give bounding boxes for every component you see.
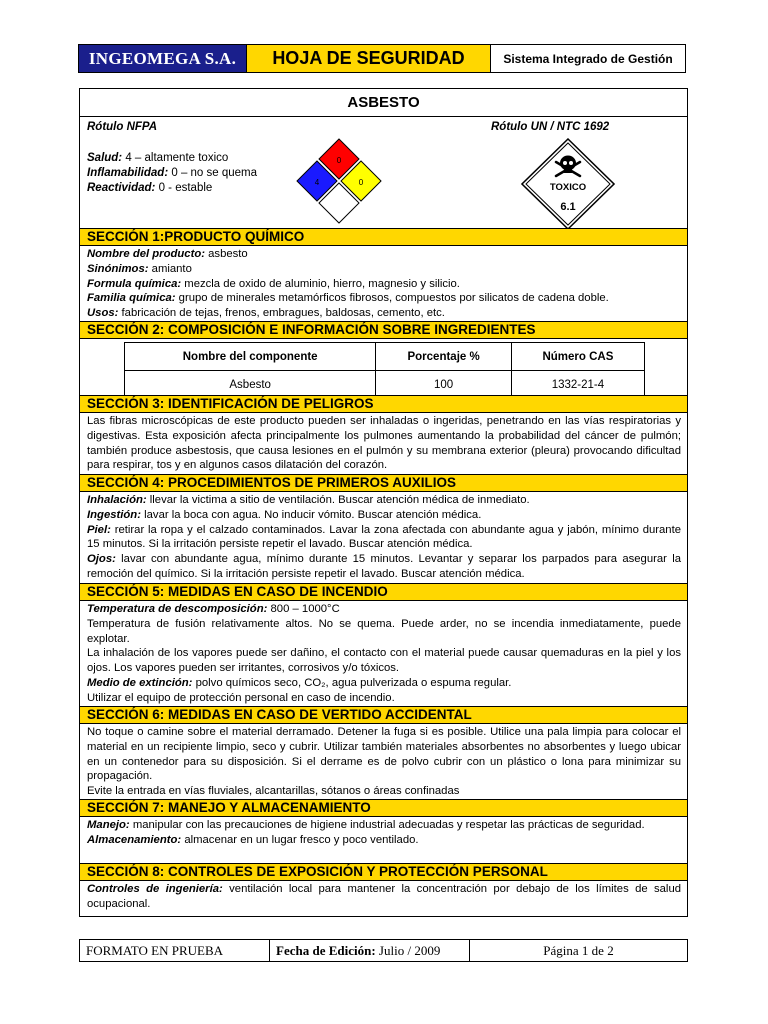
spill-text: No toque o camine sobre el material derramado. Detener la fuga si es posible. Utilice una pala limpia para colocar el material en un recipiente limpio, seco y cubrir. Utilizar también materiales absorbentes no absorbentes y luego ubicar en un contenedor para su disposición. Si el derrame es de polvo cubrir con un plástico o lona para minimizar su propagación.	[87, 726, 681, 783]
spill-text-2: Evite la entrada en vías fluviales, alcantarillas, sótanos o áreas confinadas	[87, 785, 460, 798]
section-3-header: SECCIÓN 3: IDENTIFICACIÓN DE PELIGROS	[80, 395, 687, 413]
nfpa-label: Rótulo NFPA	[87, 121, 158, 133]
hazard-flammability: Inflamabilidad: 0 – no se quema	[87, 167, 258, 179]
first-aid-eyes: Ojos: lavar con abundante agua, mínimo durante 15 minutos. Levantar y separar los parpados para asegurar la remoción del químico. Si la irritación persiste repetir el lavado. Buscar atención médica.	[87, 553, 681, 580]
edition-date: Fecha de Edición: Julio / 2009	[270, 940, 470, 961]
fire-text-3: Utilizar el equipo de protección personal en caso de incendio.	[87, 691, 395, 704]
document-header	[78, 44, 686, 73]
storage-text: Almacenamiento: almacenar en un lugar fresco y poco ventilado.	[87, 833, 419, 846]
section-8-body	[80, 882, 687, 912]
handling-text: Manejo: manipular con las precauciones de higiene industrial adecuadas y respetar las prácticas de seguridad.	[87, 819, 645, 831]
fire-text-1: Temperatura de fusión relativamente altos. No se quema. Puede arder, no se incendia inmediatamente, puede explotar.	[87, 617, 681, 645]
first-aid-ingestion: Ingestión: lavar la boca con agua. No inducir vómito. Buscar atención médica.	[87, 508, 482, 521]
table-header-cell: Número CAS	[511, 343, 644, 371]
table-cell: 100	[376, 371, 512, 399]
placard-label: TOXICO	[549, 182, 587, 193]
table-header-row	[125, 343, 645, 371]
nfpa-flammability-value: 0	[336, 156, 342, 165]
composition-table	[124, 342, 645, 399]
section-3-body	[80, 414, 687, 473]
nfpa-diamond-icon	[295, 137, 383, 225]
substance-title: ASBESTO	[80, 89, 687, 117]
un-label: Rótulo UN / NTC 1692	[491, 121, 610, 133]
section-4-header: SECCIÓN 4: PROCEDIMIENTOS DE PRIMEROS AUXILIOS	[80, 474, 687, 492]
page-number: Página 1 de 2	[543, 942, 614, 958]
section-1-header: SECCIÓN 1:PRODUCTO QUÍMICO	[80, 228, 687, 246]
section-2-header: SECCIÓN 2: COMPOSICIÓN E INFORMACIÓN SOBRE INGREDIENTES	[80, 321, 687, 339]
engineering-controls-text: Controles de ingeniería: ventilación local para mantener la concentración por debajo de los límites de salud ocupacional.	[87, 883, 682, 910]
table-cell: 1332-21-4	[511, 371, 644, 399]
section-6-header: SECCIÓN 6: MEDIDAS EN CASO DE VERTIDO ACCIDENTAL	[80, 706, 687, 724]
table-header-cell: Porcentaje %	[376, 343, 512, 371]
hazard-reactivity: Reactividad: 0 - estable	[87, 182, 213, 194]
table-cell: Asbesto	[125, 371, 376, 399]
chemical-family-line: Familia química: grupo de minerales metamórficos fibrosos, compuestos por silicatos de cadena doble.	[87, 292, 609, 305]
product-name-line: Nombre del producto: asbesto	[87, 248, 248, 260]
placard-class: 6.1	[560, 201, 576, 213]
section-6-body	[80, 725, 687, 799]
first-aid-inhalation: Inhalación: llevar la victima a sitio de ventilación. Buscar atención médica de inmediato.	[87, 494, 530, 506]
hazard-ratings	[87, 151, 257, 196]
chemical-formula-line: Formula química: mezcla de oxido de aluminio, hierro, magnesio y silicio.	[87, 277, 460, 290]
hazard-health: Salud: 4 – altamente toxico	[87, 152, 229, 164]
table-header-cell: Nombre del componente	[125, 343, 376, 371]
extinguishing-media: Medio de extinción: polvo químicos seco, CO₂, agua pulverizada o espuma regular.	[87, 676, 512, 689]
document-footer	[79, 939, 688, 962]
decomposition-temperature: Temperatura de descomposición: 800 – 1000°C	[87, 603, 340, 615]
hazard-identification-text: Las fibras microscópicas de este producto pueden ser inhaladas o ingeridas, penetrando en las vías respiratorias y digestivas. Esta exposición afecta principalmente los pulmones aumentando la probabilidad del cáncer de pulmón; también produce asbestosis, que causa lesiones en el pulmón y su membrana exterior (pleura) provocando dificultad para respirar, tos y en algunos casos dilatación del corazón.	[87, 415, 681, 472]
format-status: FORMATO EN PRUEBA	[80, 940, 270, 961]
section-7-header: SECCIÓN 7: MANEJO Y ALMACENAMIENTO	[80, 799, 687, 817]
section-7-body	[80, 818, 687, 848]
nfpa-health-value: 4	[314, 178, 320, 187]
first-aid-skin: Piel: retirar la ropa y el calzado contaminados. Lavar la zona afectada con abundante agua y jabón, mínimo durante 15 minutos. Si la irritación persiste repetir el lavado. Buscar atención médica.	[87, 523, 682, 551]
system-name: Sistema Integrado de Gestión	[503, 51, 673, 66]
section-4-body	[80, 493, 687, 582]
nfpa-reactivity-value: 0	[358, 178, 364, 187]
fire-text-2: La inhalación de los vapores puede ser dañino, el contacto con el material puede causar quemaduras en la piel y los ojos. Los vapores pueden ser irritantes, corrosivos y/o tóxicos.	[87, 647, 681, 675]
document-type-title: HOJA DE SEGURIDAD	[247, 45, 491, 72]
company-name: INGEOMEGA S.A.	[79, 45, 247, 72]
section-1-body	[80, 247, 687, 321]
section-5-header: SECCIÓN 5: MEDIDAS EN CASO DE INCENDIO	[80, 583, 687, 601]
uses-line: Usos: fabricación de tejas, frenos, embragues, baldosas, cemento, etc.	[87, 307, 445, 320]
section-5-body	[80, 602, 687, 706]
section-8-header: SECCIÓN 8: CONTROLES DE EXPOSICIÓN Y PROTECCIÓN PERSONAL	[80, 863, 687, 881]
synonyms-line: Sinónimos: amianto	[87, 262, 192, 275]
safety-sheet-body	[79, 88, 688, 917]
un-toxic-placard-icon	[521, 138, 615, 230]
